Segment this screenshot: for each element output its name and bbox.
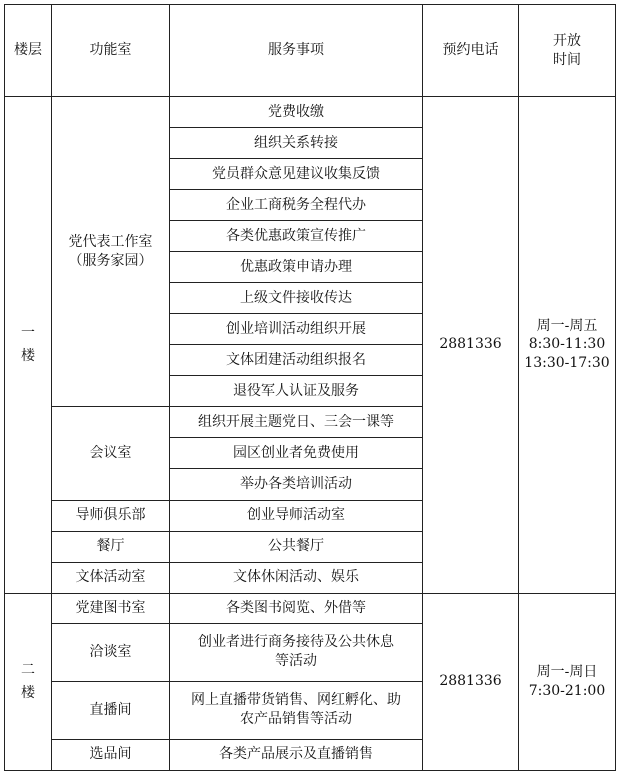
service-item: 文体休闲活动、娱乐 bbox=[170, 562, 423, 593]
floor-2-hours: 周一-周日 7:30-21:00 bbox=[519, 593, 616, 770]
service-item: 退役军人认证及服务 bbox=[170, 376, 423, 407]
service-item: 举办各类培训活动 bbox=[170, 469, 423, 500]
floor-1-label: 一 楼 bbox=[5, 97, 52, 594]
service-item: 创业者进行商务接待及公共休息 等活动 bbox=[170, 623, 423, 681]
floor-2-label: 二 楼 bbox=[5, 593, 52, 770]
service-item: 各类优惠政策宣传推广 bbox=[170, 221, 423, 252]
room-name: 选品间 bbox=[52, 739, 170, 770]
service-item: 创业培训活动组织开展 bbox=[170, 314, 423, 345]
room-name: 党建图书室 bbox=[52, 593, 170, 623]
header-floor: 楼层 bbox=[5, 5, 52, 97]
service-item: 党费收缴 bbox=[170, 97, 423, 128]
room-name: 党代表工作室 （服务家园） bbox=[52, 97, 170, 407]
service-item: 各类产品展示及直播销售 bbox=[170, 739, 423, 770]
service-item: 文体团建活动组织报名 bbox=[170, 345, 423, 376]
room-name: 文体活动室 bbox=[52, 562, 170, 593]
service-item: 公共餐厅 bbox=[170, 531, 423, 562]
service-item: 园区创业者免费使用 bbox=[170, 438, 423, 469]
room-name: 导师俱乐部 bbox=[52, 500, 170, 531]
service-item: 组织开展主题党日、三会一课等 bbox=[170, 407, 423, 438]
service-item: 优惠政策申请办理 bbox=[170, 252, 423, 283]
service-item: 上级文件接收传达 bbox=[170, 283, 423, 314]
service-item: 企业工商税务全程代办 bbox=[170, 190, 423, 221]
service-item: 组织关系转接 bbox=[170, 128, 423, 159]
service-schedule-table bbox=[4, 4, 616, 771]
floor-1-phone: 2881336 bbox=[423, 97, 519, 594]
room-name: 直播间 bbox=[52, 681, 170, 739]
header-phone: 预约电话 bbox=[423, 5, 519, 97]
header-service: 服务事项 bbox=[170, 5, 423, 97]
service-item: 党员群众意见建议收集反馈 bbox=[170, 159, 423, 190]
room-name: 餐厅 bbox=[52, 531, 170, 562]
service-item: 创业导师活动室 bbox=[170, 500, 423, 531]
floor-2-phone: 2881336 bbox=[423, 593, 519, 770]
header-hours: 开放 时间 bbox=[519, 5, 616, 97]
table-row bbox=[5, 593, 616, 623]
header-room: 功能室 bbox=[52, 5, 170, 97]
service-item: 网上直播带货销售、网红孵化、助 农产品销售等活动 bbox=[170, 681, 423, 739]
service-item: 各类图书阅览、外借等 bbox=[170, 593, 423, 623]
floor-1-hours: 周一-周五 8:30-11:30 13:30-17:30 bbox=[519, 97, 616, 594]
room-name: 洽谈室 bbox=[52, 623, 170, 681]
room-name: 会议室 bbox=[52, 407, 170, 500]
header-row bbox=[5, 5, 616, 97]
table-row bbox=[5, 97, 616, 128]
